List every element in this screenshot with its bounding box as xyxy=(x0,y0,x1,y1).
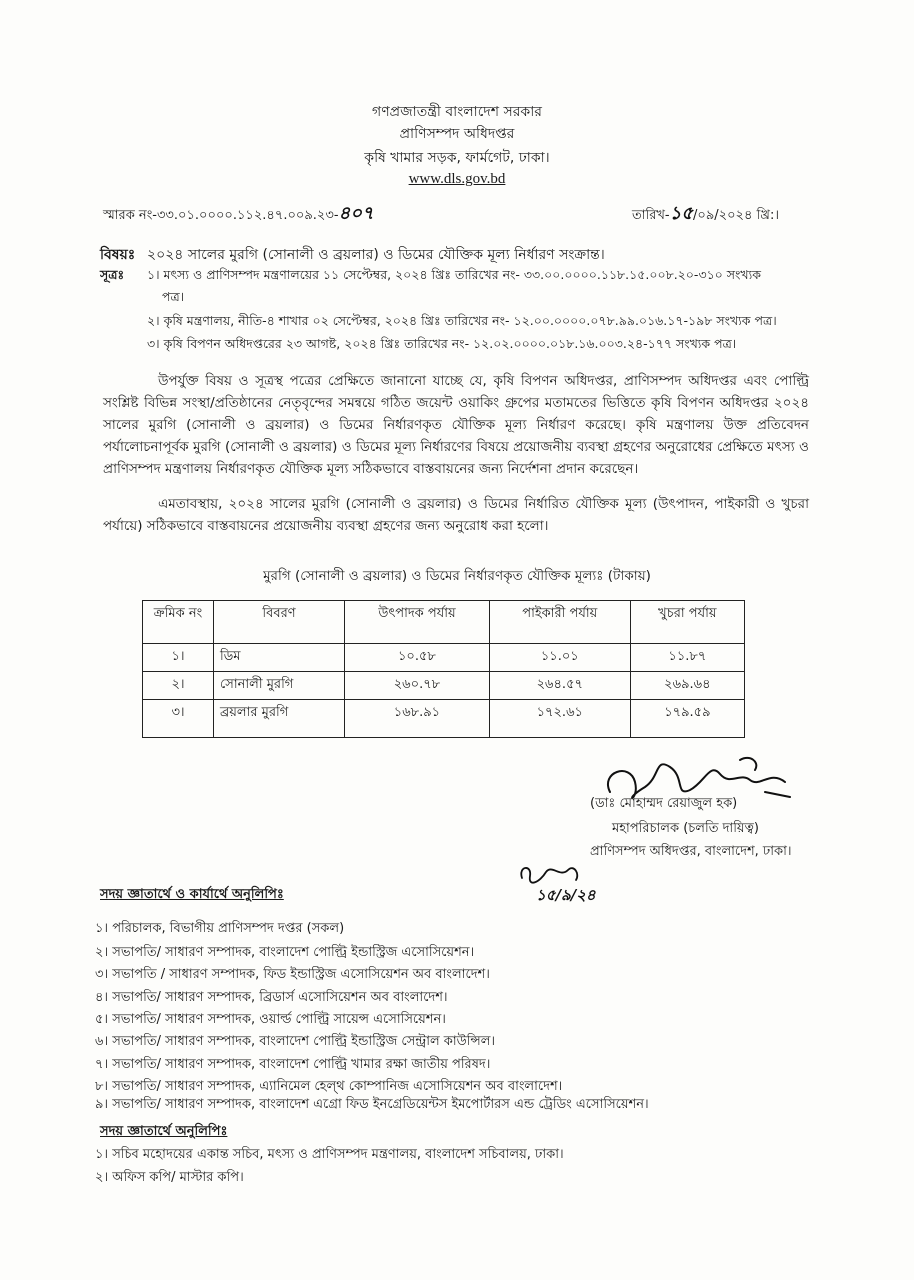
body-paragraph-1: উপর্যুক্ত বিষয় ও সূত্রস্থ পত্রের প্রেক্ষিতে জানানো যাচ্ছে যে, কৃষি বিপণন অধিদপ্তর, প্রাণিসম্পদ অধিদপ্তর এবং পোল্ট্রি সংশ্লিষ্ট বিভিন্ন সংস্থা/প্রতিষ্ঠানের নেতৃবৃন্দের সমন্বয়ে গঠিত জয়েন্ট ওয়াকিং গ্রুপের মতামতের ভিত্তিতে কৃষি বিপণন অধিদপ্তর ২০২৪ সালের মুরগি (সোনালী ও ব্রয়লার) ও ডিমের নির্ধারণকৃত যৌক্তিক মূল্য নির্ধারণ করেছে। কৃষি মন্ত্রণালয় উক্ত প্রতিবেদন পর্যালোচনাপূর্বক মুরগি (সোনালী ও ব্রয়লার) ও ডিমের মূল্য নির্ধারণের বিষয়ে প্রয়োজনীয় ব্যবস্থা গ্রহণের অনুরোধের প্রেক্ষিতে মৎস্য ও প্রাণিসম্পদ মন্ত্রণালয় নির্ধারণকৃত যৌক্তিক মূল্য সঠিকভাবে বাস্তবায়নের জন্য নির্দেশনা প্রদান করেছেন। xyxy=(103,373,809,477)
office-address: কৃষি খামার সড়ক, ফার্মগেট, ঢাকা। xyxy=(364,150,550,166)
cell-producer: ১৬৮.৯১ xyxy=(345,700,490,738)
header-wholesale: পাইকারী পর্যায় xyxy=(489,601,630,644)
distribution-item: ৩। সভাপতি / সাধারণ সম্পাদক, ফিড ইন্ডাস্ট্রিজ এসোসিয়েশন অব বাংলাদেশ। xyxy=(95,967,490,982)
distribution-item: ৯। সভাপতি/ সাধারণ সম্পাদক, বাংলাদেশ এগ্রো ফিড ইনগ্রেডিয়েন্টস ইমপোর্টারস এন্ড ট্রেডিং এসোসিয়েশন। xyxy=(95,1097,649,1112)
reference-item: ১। মৎস্য ও প্রাণিসম্পদ মন্ত্রণালয়ের ১১ সেপ্টেম্বর, ২০২৪ খ্রিঃ তারিখের নং- ৩৩.০০.০০০০.১১৮.১৫.০০৮.২০-৩১০ সংখ্যক xyxy=(147,267,762,282)
subject-text: ২০২৪ সালের মুরগি (সোনালী ও ব্রয়লার) ও ডিমের যৌক্তিক মূল্য নির্ধারণ সংক্রান্ত। xyxy=(147,247,605,263)
distribution-item: ৪। সভাপতি/ সাধারণ সম্পাদক, ব্রিডার্স এসোসিয়েশন অব বাংলাদেশ। xyxy=(95,990,448,1005)
signatory-title: মহাপরিচালক (চলতি দায়িত্ব) xyxy=(612,821,759,836)
memo-number-text: স্মারক নং-৩৩.০১.০০০০.১১২.৪৭.০০৯.২৩- xyxy=(103,208,339,223)
distribution-item: ২। সভাপতি/ সাধারণ সম্পাদক, বাংলাদেশ পোল্ট্রি ইন্ডাস্ট্রিজ এসোসিয়েশন। xyxy=(95,945,475,960)
cell-serial: ৩। xyxy=(143,700,214,738)
reference-item: ২। কৃষি মন্ত্রণালয়, নীতি-৪ শাখার ০২ সেপ্টেম্বর, ২০২৪ খ্রিঃ তারিখের নং- ১২.০০.০০০০.০৭৮.৯৯.০১৬.১৭-১৯৮ সংখ্যক পত্র। xyxy=(147,313,777,328)
initial-date: ১৫/৯/২৪ xyxy=(536,886,596,904)
distribution-item: ১। পরিচালক, বিভাগীয় প্রাণিসম্পদ দপ্তর (সকল) xyxy=(95,921,345,936)
signatory-name: (ডাঃ মোহাম্মদ রেয়াজুল হক) xyxy=(590,796,738,811)
distribution-heading-1: সদয় জ্ঞাতার্থে ও কার্যার্থে অনুলিপিঃ xyxy=(100,887,284,902)
memo-date xyxy=(632,205,779,225)
price-table xyxy=(142,600,745,738)
table-row xyxy=(143,700,745,738)
header-producer: উৎপাদক পর্যায় xyxy=(345,601,490,644)
cell-serial: ২। xyxy=(143,672,214,700)
table-row xyxy=(143,644,745,672)
department-name: প্রাণিসম্পদ অধিদপ্তর xyxy=(399,126,515,142)
distribution-item: ৮। সভাপতি/ সাধারণ সম্পাদক, এ্যানিমেল হেল্থ কোম্পানিজ এসোসিয়েশন অব বাংলাদেশ। xyxy=(95,1079,563,1094)
govt-name: গণপ্রজাতন্ত্রী বাংলাদেশ সরকার xyxy=(372,104,542,120)
cell-wholesale: ২৬৪.৫৭ xyxy=(489,672,630,700)
cell-item: সোনালী মুরগি xyxy=(214,672,345,700)
distribution-item: ৫। সভাপতি/ সাধারণ সম্পাদক, ওয়ার্ল্ড পোল্ট্রি সায়েন্স এসোসিয়েশন। xyxy=(95,1012,446,1027)
distribution-item: ১। সচিব মহোদয়ের একান্ত সচিব, মৎস্য ও প্রাণিসম্পদ মন্ত্রণালয়, বাংলাদেশ সচিবালয়, ঢাকা। xyxy=(95,1147,564,1162)
distribution-item: ৬। সভাপতি/ সাধারণ সম্পাদক, বাংলাদেশ পোল্ট্রি ইন্ডাস্ট্রিজ সেন্ট্রাল কাউন্সিল। xyxy=(95,1034,496,1049)
memo-number xyxy=(103,205,374,225)
date-label: তারিখ- xyxy=(632,208,670,223)
distribution-item: ২। অফিস কপি/ মাস্টার কপি। xyxy=(95,1170,244,1185)
reference-item-cont: পত্র। xyxy=(162,289,185,304)
reference-item: ৩। কৃষি বিপণন অধিদপ্তরের ২৩ আগষ্ট, ২০২৪ খ্রিঃ তারিখের নং- ১২.০২.০০০০.০১৮.১৬.০০৩.২৪-১৭৭ সংখ্যক পত্র। xyxy=(147,336,737,351)
table-caption: মুরগি (সোনালী ও ব্রয়লার) ও ডিমের নির্ধারণকৃত যৌক্তিক মূল্যঃ (টাকায়) xyxy=(263,568,651,584)
distribution-heading-2: সদয় জ্ঞাতার্থে অনুলিপিঃ xyxy=(100,1124,228,1139)
distribution-item: ৭। সভাপতি/ সাধারণ সম্পাদক, বাংলাদেশ পোল্ট্রি খামার রক্ষা জাতীয় পরিষদ। xyxy=(95,1057,491,1072)
cell-item: ডিম xyxy=(214,644,345,672)
body-paragraph-2: এমতাবস্থায়, ২০২৪ সালের মুরগি (সোনালী ও ব্রয়লার) ও ডিমের নির্ধারিত যৌক্তিক মূল্য (উৎপাদন, পাইকারী ও খুচরা পর্যায়ে) সঠিকভাবে বাস্তবায়নের প্রয়োজনীয় ব্যবস্থা গ্রহণের জন্য অনুরোধ করা হলো। xyxy=(103,496,809,534)
cell-retail: ২৬৯.৬৪ xyxy=(630,672,744,700)
cell-wholesale: ১১.০১ xyxy=(489,644,630,672)
cell-serial: ১। xyxy=(143,644,214,672)
date-rest: /০৯/২০২৪ খ্রি:। xyxy=(693,208,779,223)
date-handwritten: ১৫ xyxy=(669,203,693,224)
reference-label: সূত্রঃ xyxy=(100,267,125,282)
table-header-row xyxy=(143,601,745,644)
cell-wholesale: ১৭২.৬১ xyxy=(489,700,630,738)
cell-producer: ২৬০.৭৮ xyxy=(345,672,490,700)
cell-retail: ১১.৮৭ xyxy=(630,644,744,672)
header-description: বিবরণ xyxy=(214,601,345,644)
table-row xyxy=(143,672,745,700)
header-retail: খুচরা পর্যায় xyxy=(630,601,744,644)
cell-item: ব্রয়লার মুরগি xyxy=(214,700,345,738)
signatory-office: প্রাণিসম্পদ অধিদপ্তর, বাংলাদেশ, ঢাকা। xyxy=(590,844,792,859)
memo-number-handwritten: ৪০৭ xyxy=(338,203,374,224)
header-serial: ক্রমিক নং xyxy=(143,601,214,644)
website-link[interactable]: www.dls.gov.bd xyxy=(408,171,506,187)
cell-retail: ১৭৯.৫৯ xyxy=(630,700,744,738)
subject-label: বিষয়ঃ xyxy=(100,247,136,263)
cell-producer: ১০.৫৮ xyxy=(345,644,490,672)
